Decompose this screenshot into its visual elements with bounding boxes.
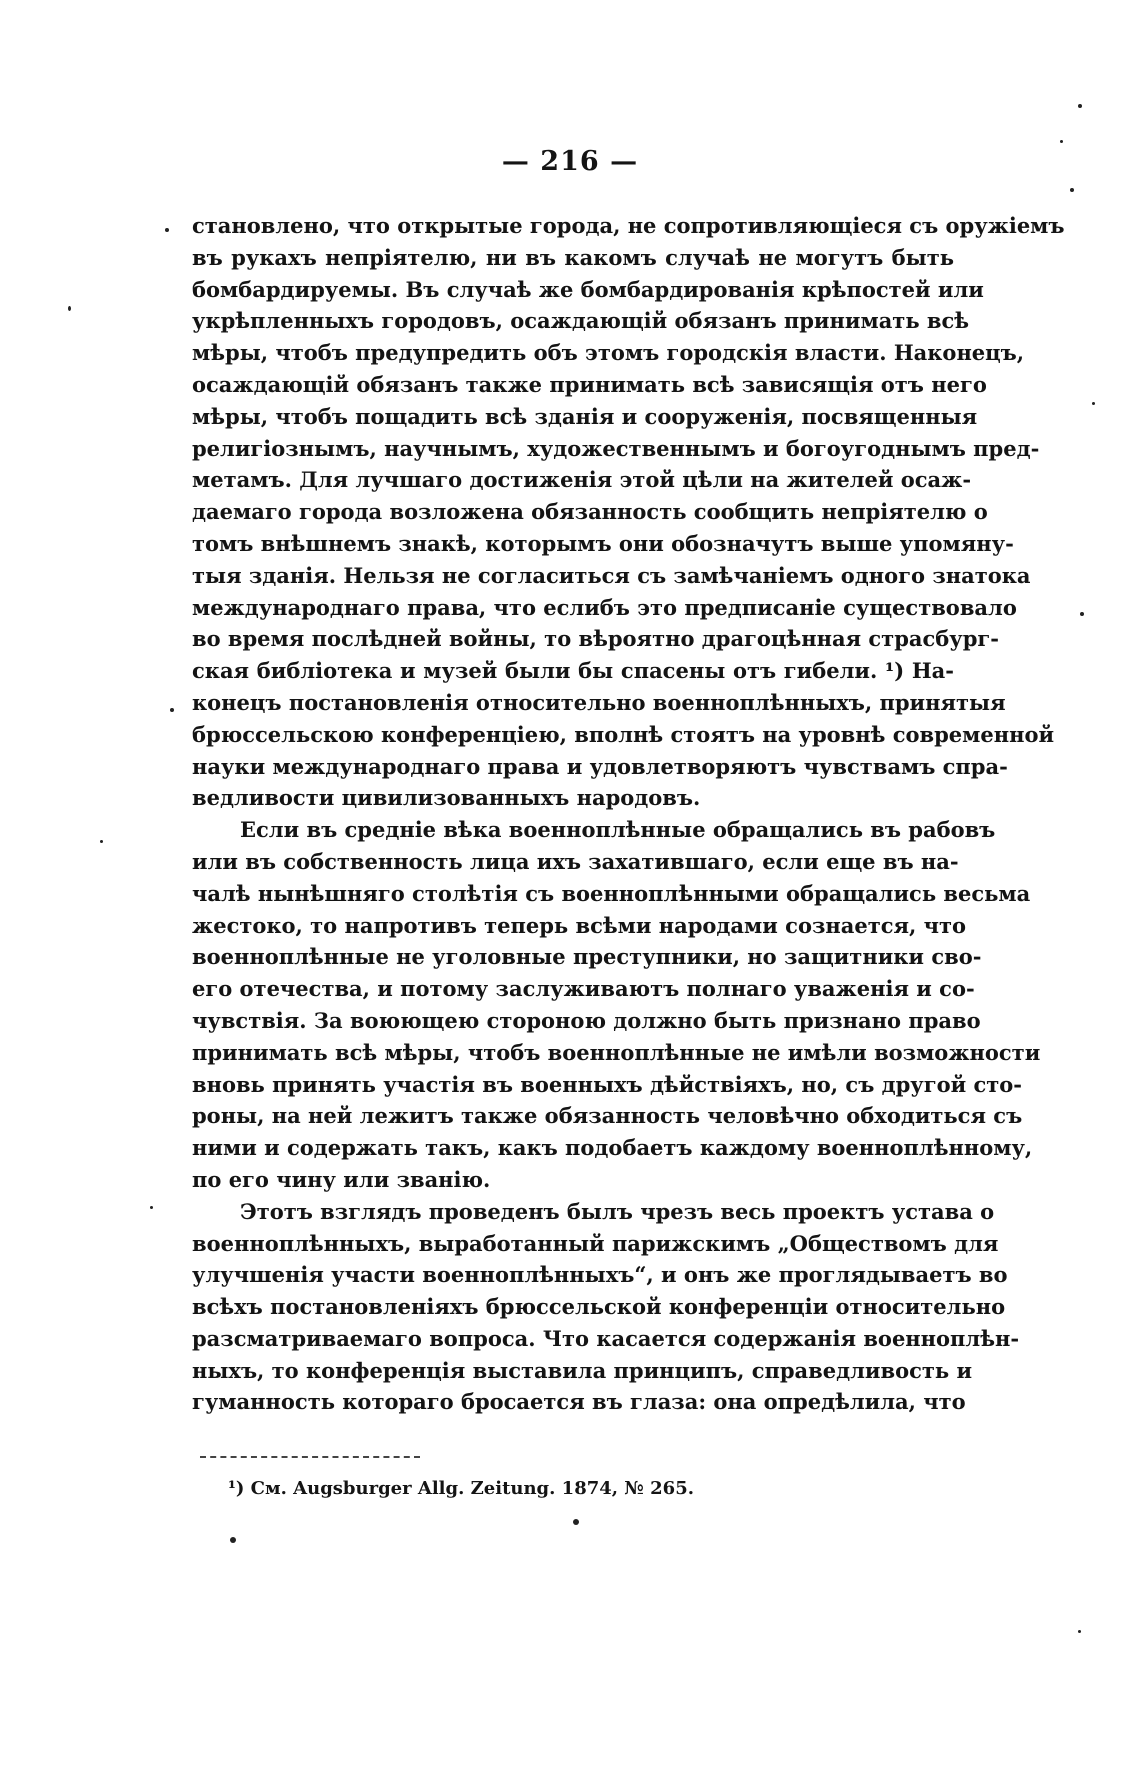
text-line: науки международнаго права и удовлетворяютъ чувствамъ спра-: [192, 753, 1008, 779]
text-line: вновь принять участія въ военныхъ дѣйствіяхъ, но, съ другой сто-: [192, 1071, 1023, 1097]
scan-speck: [68, 306, 71, 311]
scan-speck: [573, 1519, 579, 1525]
scan-speck: [1078, 1630, 1081, 1633]
text-line: разсматриваемаго вопроса. Что касается содержанія военноплѣн-: [192, 1325, 1020, 1351]
text-line: Если въ средніе вѣка военноплѣнные обращались въ рабовъ: [240, 817, 996, 843]
text-line: всѣхъ постановленіяхъ брюссельской конференціи относительно: [192, 1294, 1006, 1320]
text-line: ними и содержать такъ, какъ подобаетъ каждому военноплѣнному,: [192, 1135, 1033, 1161]
text-line: конецъ постановленія относительно военноплѣнныхъ, принятыя: [192, 689, 1006, 715]
footnote: ¹) См. Augsburger Allg. Zeitung. 1874, № 265.: [228, 1478, 694, 1499]
scan-speck: [100, 840, 103, 843]
text-line: чувствія. За воюющею стороною должно быть признано право: [192, 1007, 981, 1033]
text-line: ведливости цивилизованныхъ народовъ.: [192, 785, 701, 811]
text-line: Этотъ взглядъ проведенъ былъ чрезъ весь проектъ устава о: [240, 1198, 995, 1224]
text-line: осаждающій обязанъ также принимать всѣ зависящія отъ него: [192, 371, 987, 397]
text-line: или въ собственность лица ихъ захатившаго, если еще въ на-: [192, 848, 959, 874]
scan-speck: [1080, 612, 1084, 616]
text-line: по его чину или званію.: [192, 1166, 491, 1192]
text-line: мѣры, чтобъ пощадить всѣ зданія и сооруженія, посвященныя: [192, 403, 978, 429]
text-line: международнаго права, что еслибъ это предписаніе существовало: [192, 594, 1017, 620]
text-line: брюссельскою конференціею, вполнѣ стоятъ на уровнѣ современной: [192, 721, 1055, 747]
scan-speck: [165, 228, 169, 232]
scan-speck: [1060, 140, 1063, 143]
scan-speck: [1092, 402, 1095, 405]
text-line: жестоко, то напротивъ теперь всѣми народами сознается, что: [192, 912, 967, 938]
text-line: укрѣпленныхъ городовъ, осаждающій обязанъ принимать всѣ: [192, 308, 970, 334]
text-line: ская библіотека и музей были бы спасены отъ гибели. ¹) На-: [192, 658, 954, 684]
text-line: военноплѣнныхъ, выработанный парижскимъ „Обществомъ для: [192, 1230, 999, 1256]
text-line: метамъ. Для лучшаго достиженія этой цѣли на жителей осаж-: [192, 467, 972, 493]
text-line: тыя зданія. Нельзя не согласиться съ замѣчаніемъ одного знатока: [192, 562, 1031, 588]
scan-speck: [150, 1206, 153, 1209]
body-text: [192, 210, 1065, 1418]
text-line: гуманность котораго бросается въ глаза: она опредѣлила, что: [192, 1389, 966, 1415]
text-line: мѣры, чтобъ предупредить объ этомъ городскія власти. Наконецъ,: [192, 340, 1025, 366]
footnote-divider: [200, 1456, 420, 1458]
text-line: томъ внѣшнемъ знакѣ, которымъ они обозначутъ выше упомяну-: [192, 530, 1014, 556]
page-number: — 216 —: [501, 146, 639, 177]
text-line: становлено, что открытые города, не сопротивляющіеся съ оружіемъ: [192, 213, 1065, 238]
scan-speck: [1078, 104, 1082, 108]
text-line: въ рукахъ непріятелю, ни въ какомъ случаѣ не могутъ быть: [192, 244, 954, 270]
text-line: ныхъ, то конференція выставила принципъ, справедливость и: [192, 1357, 973, 1383]
text-line: его отечества, и потому заслуживаютъ полнаго уваженія и со-: [192, 976, 975, 1002]
text-line: улучшенія участи военноплѣнныхъ“, и онъ же проглядываетъ во: [192, 1262, 1008, 1288]
text-line: религіознымъ, научнымъ, художественнымъ и богоугоднымъ пред-: [192, 435, 1040, 461]
scan-speck: [230, 1537, 236, 1543]
text-line: даемаго города возложена обязанность сообщить непріятелю о: [192, 499, 988, 525]
scan-speck: [1070, 188, 1074, 192]
text-line: бомбардируемы. Въ случаѣ же бомбардированія крѣпостей или: [192, 276, 984, 302]
scan-speck: [170, 708, 174, 712]
text-line: принимать всѣ мѣры, чтобъ военноплѣнные не имѣли возможности: [192, 1039, 1041, 1065]
text-line: чалѣ нынѣшняго столѣтія съ военноплѣнными обращались весьма: [192, 880, 1031, 906]
text-line: роны, на ней лежитъ также обязанность человѣчно обходиться съ: [192, 1103, 1023, 1129]
text-line: военноплѣнные не уголовные преступники, но защитники сво-: [192, 944, 982, 970]
text-line: во время послѣдней войны, то вѣроятно драгоцѣнная страсбург-: [192, 626, 999, 652]
